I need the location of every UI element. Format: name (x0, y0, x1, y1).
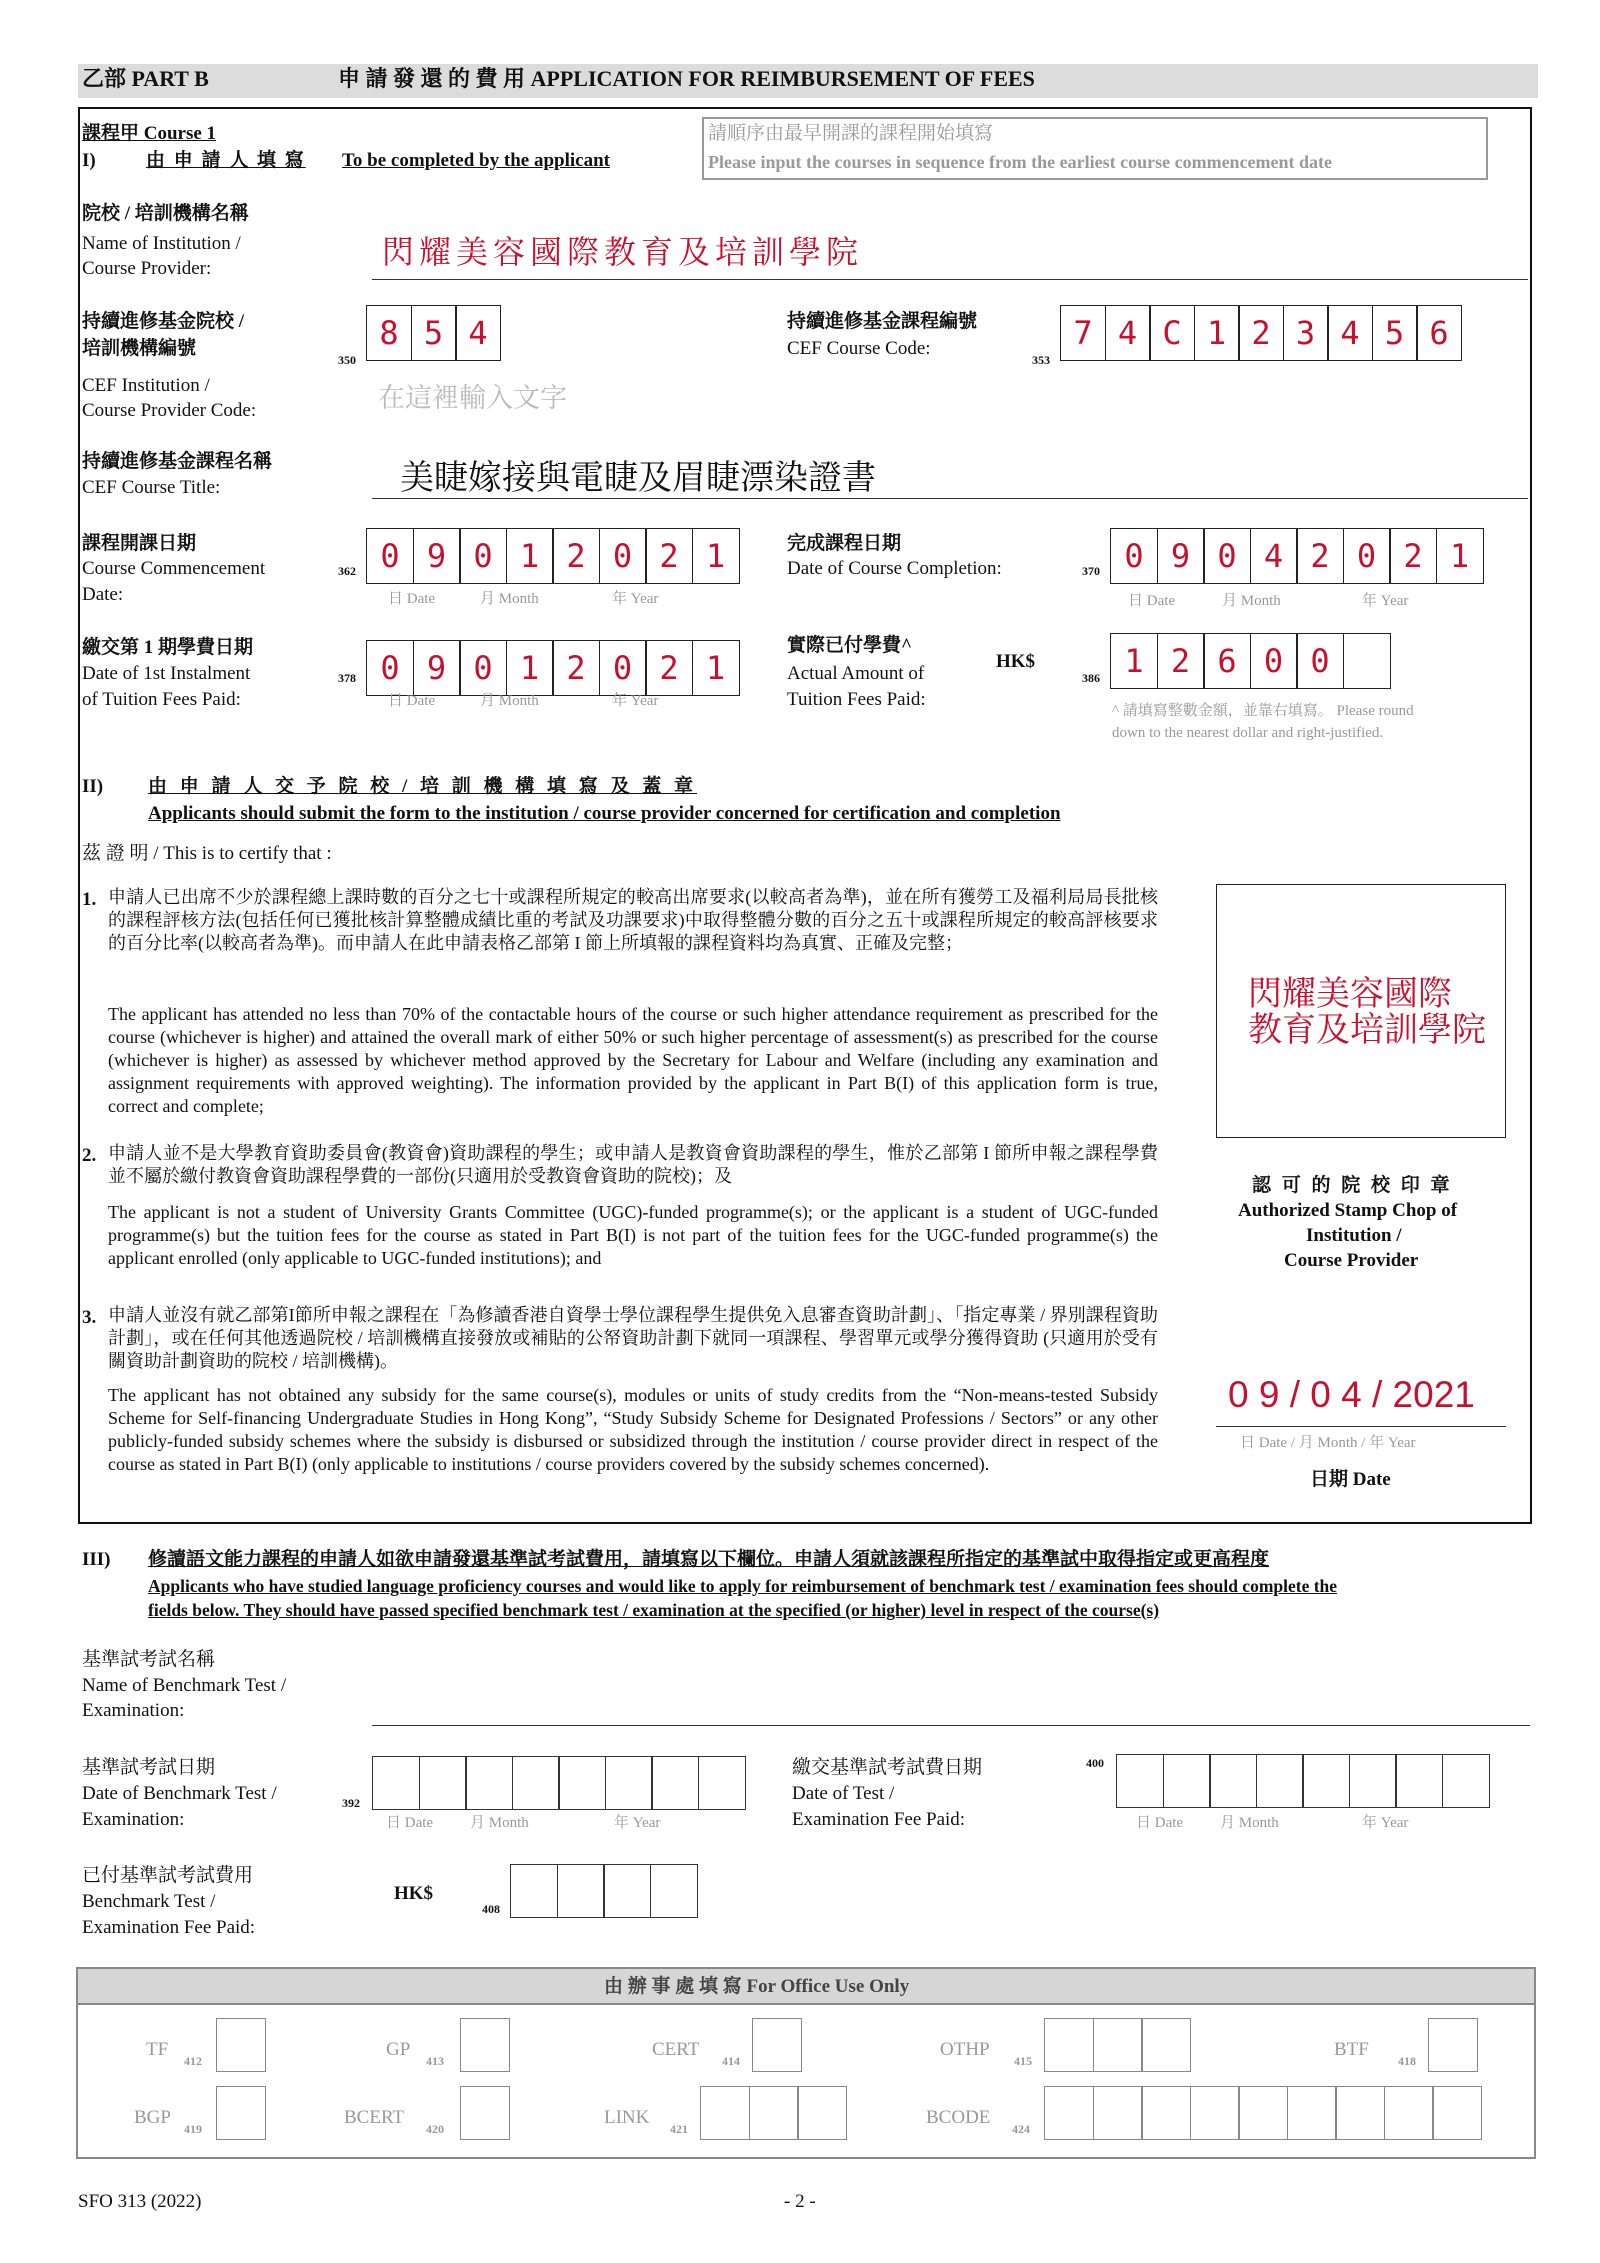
digit-box[interactable] (605, 1756, 653, 1810)
digit-box[interactable]: 7 (1060, 305, 1106, 361)
digit-box[interactable]: 9 (1157, 528, 1205, 584)
digit-box[interactable]: 1 (506, 528, 554, 584)
office-label-tf: TF (146, 2039, 169, 2060)
cef-title-field[interactable]: 美睫嫁接與電睫及眉睫漂染證書 (400, 458, 876, 498)
office-box[interactable] (1141, 2086, 1191, 2140)
institution-label-en1: Name of Institution / (82, 233, 241, 254)
field-code-421: 421 (670, 2122, 688, 2136)
item-number: 2. (82, 1145, 97, 1166)
amount-note-1: ^ 請填寫整數金額，並靠右填寫。 Please round (1112, 703, 1414, 719)
office-bcode-boxes[interactable] (1044, 2086, 1481, 2140)
office-label-othp: OTHP (940, 2039, 990, 2060)
section2-title-zh: 由 申 請 人 交 予 院 校 / 培 訓 機 構 填 寫 及 蓋 章 (148, 776, 698, 797)
cef-inst-label-zh2: 培訓機構編號 (82, 338, 197, 359)
digit-box[interactable]: 8 (366, 305, 412, 361)
section3-title-en1: Applicants who have studied language proficiency courses and would like to apply for reimbursement of benchmark test / examination fees should complete the (148, 1576, 1338, 1596)
digit-box[interactable]: 6 (1416, 305, 1462, 361)
digit-box[interactable] (650, 1864, 698, 1918)
cef-title-underline (372, 498, 1528, 499)
field-code-362: 362 (338, 564, 356, 578)
field-code-400: 400 (1086, 1756, 1104, 1770)
office-box[interactable] (1428, 2018, 1478, 2072)
amount-note-2: down to the nearest dollar and right-justified. (1112, 725, 1384, 741)
digit-box[interactable]: 0 (1296, 633, 1344, 689)
date-caption-day: 日 Date (388, 693, 436, 709)
commencement-date-boxes[interactable] (366, 528, 738, 584)
office-btf-boxes[interactable] (1428, 2018, 1477, 2072)
bench-date-boxes[interactable] (372, 1756, 744, 1810)
digit-box[interactable]: 2 (1296, 528, 1344, 584)
institution-label-en2: Course Provider: (82, 258, 212, 279)
cef-course-code-label-en: CEF Course Code: (787, 338, 931, 359)
cef-inst-label-en2: Course Provider Code: (82, 400, 257, 421)
digit-box[interactable] (1116, 1754, 1164, 1808)
item-2-en: The applicant is not a student of University Grants Committee (UGC)-funded programme(s); or the applicant is a student of UGC-funded programme(s) but the tuition fees for the course as stated in Part B(I) is not part of the tuition fees for the UGC-funded programme(s) the applicant enrolled (only applicable to UGC-funded institutions); and (108, 1202, 1158, 1268)
digit-box[interactable] (1349, 1754, 1397, 1808)
digit-box[interactable]: 2 (1238, 305, 1284, 361)
date-caption-year: 年 Year (614, 1815, 661, 1831)
digit-box[interactable]: 0 (599, 640, 647, 696)
stamp-date-label: 日期 Date (1310, 1469, 1391, 1490)
digit-box[interactable] (512, 1756, 560, 1810)
digit-box[interactable]: 0 (599, 528, 647, 584)
digit-box[interactable]: 1 (506, 640, 554, 696)
digit-box[interactable] (558, 1756, 606, 1810)
page-title: 申 請 發 還 的 費 用 APPLICATION FOR REIMBURSEMENT OF FEES (338, 66, 1035, 91)
digit-box[interactable]: C (1149, 305, 1195, 361)
office-label-bcert: BCERT (344, 2107, 405, 2128)
digit-box[interactable]: 0 (1203, 528, 1251, 584)
field-code-415: 415 (1014, 2054, 1032, 2068)
date-caption-month: 月 Month (470, 1815, 529, 1831)
notice-en: Please input the courses in sequence from the earliest course commencement date (708, 152, 1333, 172)
section1-title-zh: 由 申 請 人 填 寫 (146, 150, 306, 171)
completion-label-zh: 完成課程日期 (787, 533, 902, 554)
date-caption-day: 日 Date (388, 591, 436, 607)
office-gp-boxes[interactable] (460, 2018, 509, 2072)
date-caption-year: 年 Year (1362, 593, 1409, 609)
digit-box[interactable] (1302, 1754, 1350, 1808)
office-box[interactable] (1093, 2086, 1143, 2140)
amount-label-en2: Tuition Fees Paid: (787, 689, 926, 710)
digit-box[interactable] (1256, 1754, 1304, 1808)
cef-inst-code-boxes[interactable] (366, 305, 500, 361)
stamp-text-2: 教育及培訓學院 (1248, 1010, 1486, 1050)
stamp-date-caption: 日 Date / 月 Month / 年 Year (1240, 1435, 1416, 1451)
amount-label-zh: 實際已付學費^ (787, 635, 913, 656)
date-caption-year: 年 Year (612, 591, 659, 607)
bench-paid-label-zh: 繳交基準試考試費日期 (792, 1757, 983, 1778)
date-caption-month: 月 Month (1222, 593, 1281, 609)
field-code-408: 408 (482, 1902, 500, 1916)
digit-box[interactable]: 6 (1203, 633, 1251, 689)
digit-box[interactable]: 1 (1436, 528, 1484, 584)
digit-box[interactable] (1395, 1754, 1443, 1808)
institution-underline (372, 279, 1528, 280)
office-link-boxes[interactable] (700, 2086, 846, 2140)
bench-fee-label-en1: Benchmark Test / (82, 1891, 216, 1912)
date-caption-year: 年 Year (1362, 1815, 1409, 1831)
cef-inst-label-zh1: 持續進修基金院校 / (82, 311, 245, 332)
digit-box[interactable]: 5 (1372, 305, 1418, 361)
digit-box[interactable] (557, 1864, 605, 1918)
cef-course-code-label-zh: 持續進修基金課程編號 (787, 311, 978, 332)
section1-title-en: To be completed by the applicant (342, 150, 610, 171)
bench-name-underline[interactable] (372, 1725, 1530, 1726)
institution-label-zh: 院校 / 培訓機構名稱 (82, 203, 249, 224)
date-caption-month: 月 Month (480, 693, 539, 709)
bench-paid-label-en1: Date of Test / (792, 1783, 895, 1804)
digit-box[interactable]: 0 (1110, 528, 1158, 584)
digit-box[interactable]: 3 (1283, 305, 1329, 361)
field-code-370: 370 (1082, 564, 1100, 578)
instalment-label-en2: of Tuition Fees Paid: (82, 689, 241, 710)
digit-box[interactable]: 0 (1250, 633, 1298, 689)
stamp-label-zh: 認 可 的 院 校 印 章 (1252, 1175, 1453, 1196)
digit-box[interactable] (1163, 1754, 1211, 1808)
certify-text: 茲 證 明 / This is to certify that : (82, 843, 332, 864)
digit-box[interactable] (698, 1756, 746, 1810)
date-caption-day: 日 Date (1136, 1815, 1184, 1831)
institution-name-field[interactable]: 閃耀美容國際教育及培訓學院 (382, 233, 864, 271)
office-box[interactable] (1044, 2018, 1094, 2072)
office-tf-boxes[interactable] (216, 2018, 265, 2072)
field-code-350: 350 (338, 353, 356, 367)
office-box[interactable] (749, 2086, 799, 2140)
digit-box[interactable] (1343, 633, 1391, 689)
office-label-gp: GP (386, 2039, 411, 2060)
office-bgp-boxes[interactable] (216, 2086, 265, 2140)
office-box[interactable] (1238, 2086, 1288, 2140)
cef-course-code-boxes[interactable] (1060, 305, 1461, 361)
bench-name-label-en1: Name of Benchmark Test / (82, 1675, 287, 1696)
stamp-date[interactable]: 0 9 / 0 4 / 2021 (1228, 1374, 1475, 1415)
digit-box[interactable]: 4 (455, 305, 501, 361)
section3-title-en2: fields below. They should have passed specified benchmark test / examination at the specified (or higher) level in respect of the course(s) (148, 1600, 1160, 1620)
section2-number: II) (82, 776, 104, 797)
amount-boxes[interactable] (1110, 633, 1389, 689)
course-title: 課程甲 Course 1 (82, 123, 217, 144)
digit-box[interactable] (603, 1864, 651, 1918)
digit-box[interactable] (510, 1864, 558, 1918)
date-caption-day: 日 Date (1128, 593, 1176, 609)
office-box[interactable] (700, 2086, 750, 2140)
date-caption-year: 年 Year (612, 693, 659, 709)
stamp-date-underline (1216, 1426, 1506, 1427)
office-box[interactable] (752, 2018, 802, 2072)
digit-box[interactable]: 4 (1105, 305, 1151, 361)
footer-page-number: - 2 - (784, 2191, 816, 2212)
stamp-label-en2: Institution / (1306, 1225, 1402, 1246)
office-label-link: LINK (604, 2107, 650, 2128)
completion-label-en: Date of Course Completion: (787, 558, 1002, 579)
office-box[interactable] (1287, 2086, 1337, 2140)
cef-title-label-en: CEF Course Title: (82, 477, 221, 498)
stamp-text-1: 閃耀美容國際 (1248, 974, 1452, 1014)
office-othp-boxes[interactable] (1044, 2018, 1190, 2072)
digit-box[interactable]: 4 (1250, 528, 1298, 584)
bench-fee-currency: HK$ (394, 1883, 434, 1904)
cef-title-label-zh: 持續進修基金課程名稱 (82, 451, 273, 472)
bench-date-label-en2: Examination: (82, 1809, 185, 1830)
item-1-en: The applicant has attended no less than 70% of the contactable hours of the course or such higher attendance requirement as prescribed for the course (whichever is higher) and attained the overall mark of either 50% or such higher percentage of assessment(s) as prescribed for the course (whichever is higher) as assessed by whichever method approved by the Secretary for Labour and Welfare (including any examination and assignment requirements with approved weighting). The information provided by the applicant in Part B(I) of this application form is true, correct and complete; (108, 1004, 1158, 1116)
field-code-424: 424 (1012, 2122, 1030, 2136)
section3-title-zh: 修讀語文能力課程的申請人如欲申請發還基準試考試費用，請填寫以下欄位。申請人須就該課程所指定的基準試中取得指定或更高程度 (148, 1549, 1270, 1570)
digit-box[interactable]: 0 (366, 528, 414, 584)
digit-box[interactable]: 2 (1389, 528, 1437, 584)
digit-box[interactable]: 9 (413, 640, 461, 696)
field-code-418: 418 (1398, 2054, 1416, 2068)
digit-box[interactable] (465, 1756, 513, 1810)
digit-box[interactable] (651, 1756, 699, 1810)
instalment-date-boxes[interactable] (366, 640, 738, 696)
section1-number: I) (82, 150, 96, 171)
notice-zh: 請順序由最早開課的課程開始填寫 (708, 123, 994, 144)
bench-date-label-zh: 基準試考試日期 (82, 1757, 216, 1778)
digit-box[interactable] (372, 1756, 420, 1810)
item-number: 3. (82, 1307, 97, 1328)
digit-box[interactable] (1442, 1754, 1490, 1808)
office-label-btf: BTF (1334, 2039, 1369, 2060)
bench-name-label-zh: 基準試考試名稱 (82, 1649, 216, 1670)
digit-box[interactable]: 2 (552, 528, 600, 584)
digit-box[interactable]: 0 (366, 640, 414, 696)
office-box[interactable] (460, 2018, 510, 2072)
digit-box[interactable]: 2 (1157, 633, 1205, 689)
office-label-cert: CERT (652, 2039, 700, 2060)
office-box[interactable] (1432, 2086, 1482, 2140)
digit-box[interactable]: 2 (645, 640, 693, 696)
item-3-zh: 申請人並沒有就乙部第I節所申報之課程在「為修讀香港自資學士學位課程學生提供免入息審查資助計劃」、「指定專業 / 界別課程資助計劃」，或在任何其他透過院校 / 培訓機構直接發放或補貼的公帑資助計劃下就同一項課程、學習單元或學分獲得資助 (只適用於受有關資助計劃資助的院校 / 培訓機構)。 (108, 1305, 1158, 1371)
digit-box[interactable]: 0 (459, 640, 507, 696)
digit-box[interactable] (419, 1756, 467, 1810)
office-box[interactable] (1141, 2018, 1191, 2072)
field-code-412: 412 (184, 2054, 202, 2068)
part-label: 乙部 PART B (82, 66, 209, 91)
stamp-label-en3: Course Provider (1284, 1250, 1419, 1271)
field-code-420: 420 (426, 2122, 444, 2136)
field-code-392: 392 (342, 1796, 360, 1810)
digit-box[interactable]: 2 (645, 528, 693, 584)
office-box[interactable] (1044, 2086, 1094, 2140)
office-bcert-boxes[interactable] (460, 2086, 509, 2140)
office-use-title: 由 辦 事 處 填 寫 For Office Use Only (604, 1976, 910, 1997)
footer-form-number: SFO 313 (2022) (78, 2191, 202, 2212)
office-label-bgp: BGP (134, 2107, 171, 2128)
field-code-414: 414 (722, 2054, 740, 2068)
commencement-label-en1: Course Commencement (82, 558, 266, 579)
bench-fee-label-en2: Examination Fee Paid: (82, 1917, 256, 1938)
date-caption-month: 月 Month (1220, 1815, 1279, 1831)
digit-box[interactable] (1209, 1754, 1257, 1808)
bench-fee-boxes[interactable] (510, 1864, 696, 1918)
date-caption-month: 月 Month (480, 591, 539, 607)
section2-title-en: Applicants should submit the form to the institution / course provider concerned for certification and completion (148, 803, 1061, 824)
commencement-label-en2: Date: (82, 584, 124, 605)
digit-box[interactable]: 1 (1194, 305, 1240, 361)
office-box[interactable] (460, 2086, 510, 2140)
field-code-419: 419 (184, 2122, 202, 2136)
digit-box[interactable]: 0 (459, 528, 507, 584)
date-caption-day: 日 Date (386, 1815, 434, 1831)
bench-fee-label-zh: 已付基準試考試費用 (82, 1865, 254, 1886)
instalment-label-zh: 繳交第 1 期學費日期 (82, 637, 254, 658)
digit-box[interactable]: 9 (413, 528, 461, 584)
digit-box[interactable]: 5 (411, 305, 457, 361)
bench-date-label-en1: Date of Benchmark Test / (82, 1783, 277, 1804)
item-1-zh: 申請人已出席不少於課程總上課時數的百分之七十或課程所規定的較高出席要求(以較高者為準)，並在所有獲勞工及福利局局長批核的課程評核方法(包括任何已獲批核計算整體成績比重的考試及功課要求)中取得整體分數的百分之五十或課程所規定的較高評核要求的百分比率(以較高者為準)。而申請人在此申請表格乙部第 I 節上所填報的課程資料均為真實、正確及完整； (108, 887, 1158, 953)
item-2-zh: 申請人並不是大學教育資助委員會(教資會)資助課程的學生；或申請人是教資會資助課程的學生，惟於乙部第 I 節所申報之課程學費並不屬於繳付教資會資助課程學費的一部份(只適用於受教資會資助的院校)；及 (108, 1143, 1158, 1186)
commencement-label-zh: 課程開課日期 (82, 533, 197, 554)
field-code-353: 353 (1032, 353, 1050, 367)
office-box[interactable] (1335, 2086, 1385, 2140)
digit-box[interactable]: 1 (692, 528, 740, 584)
bench-paid-label-en2: Examination Fee Paid: (792, 1809, 966, 1830)
field-code-378: 378 (338, 671, 356, 685)
office-box[interactable] (216, 2086, 266, 2140)
stamp-label-en1: Authorized Stamp Chop of (1238, 1200, 1458, 1221)
digit-box[interactable]: 1 (692, 640, 740, 696)
bench-name-label-en2: Examination: (82, 1700, 185, 1721)
office-box[interactable] (1190, 2086, 1240, 2140)
section3-number: III) (82, 1549, 111, 1570)
field-code-386: 386 (1082, 671, 1100, 685)
digit-box[interactable]: 1 (1110, 633, 1158, 689)
office-box[interactable] (797, 2086, 847, 2140)
office-cert-boxes[interactable] (752, 2018, 801, 2072)
digit-box[interactable]: 4 (1327, 305, 1373, 361)
office-box[interactable] (1384, 2086, 1434, 2140)
office-box[interactable] (216, 2018, 266, 2072)
digit-box[interactable]: 0 (1343, 528, 1391, 584)
cef-inst-placeholder: 在這裡輸入文字 (378, 383, 567, 414)
field-code-413: 413 (426, 2054, 444, 2068)
instalment-label-en1: Date of 1st Instalment (82, 663, 251, 684)
item-3-en: The applicant has not obtained any subsidy for the same course(s), modules or units of study credits from the “Non-means-tested Subsidy Scheme for Self-financing Undergraduate Studies in Hong Kong”, “Study Subsidy Scheme for Designated Professions / Sectors” or any other publicly-funded subsidy schemes where the subsidy is disbursed or subsidized through the institution / course provider direct in respect of the course as stated in Part B(I) (only applicable to institutions / course providers covered by the subsidy schemes concerned). (108, 1385, 1158, 1474)
digit-box[interactable]: 2 (552, 640, 600, 696)
bench-paid-date-boxes[interactable] (1116, 1754, 1488, 1808)
item-number: 1. (82, 889, 97, 910)
cef-inst-label-en1: CEF Institution / (82, 375, 210, 396)
office-label-bcode: BCODE (926, 2107, 991, 2128)
amount-label-en1: Actual Amount of (787, 663, 925, 684)
completion-date-boxes[interactable] (1110, 528, 1482, 584)
amount-currency: HK$ (996, 651, 1036, 672)
office-box[interactable] (1093, 2018, 1143, 2072)
